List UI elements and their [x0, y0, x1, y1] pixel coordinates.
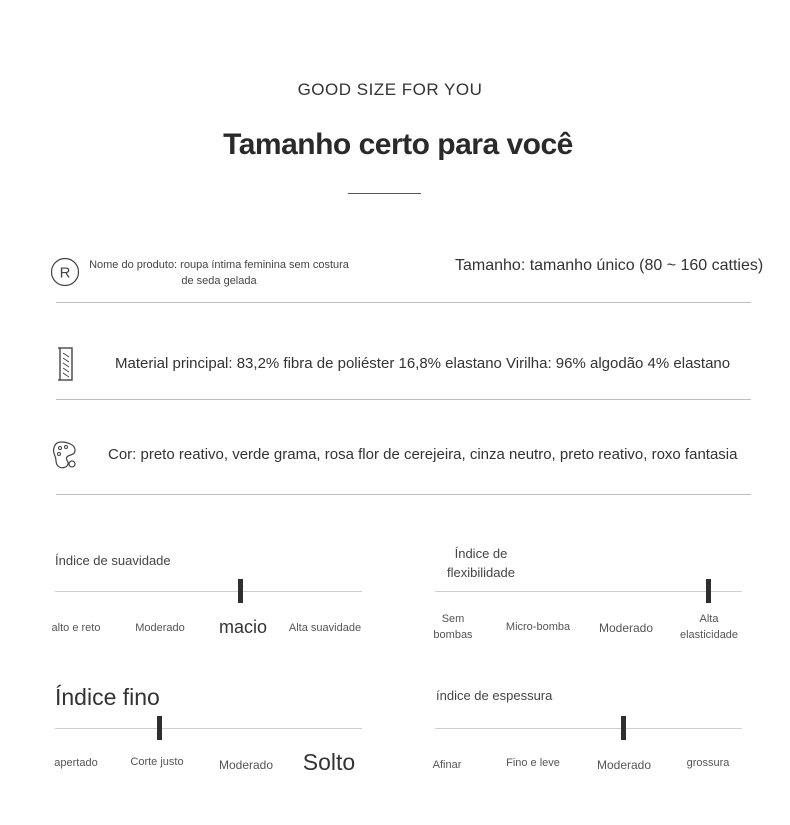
fit-option: apertado [54, 757, 98, 769]
thickness-title: índice de espessura [436, 688, 553, 703]
color-text: Cor: preto reativo, verde grama, rosa flor de cerejeira, cinza neutro, preto reativo, roxo fantasia [108, 446, 738, 463]
product-name: Nome do produto: roupa íntima feminina sem costura de seda gelada [89, 259, 349, 287]
softness-title: Índice de suavidade [55, 553, 171, 568]
fabric-icon [57, 347, 75, 381]
softness-option: Moderado [135, 622, 185, 634]
flexibility-title: Índice de flexibilidade [447, 546, 515, 580]
softness-option-selected: macio [218, 617, 267, 637]
flexibility-marker [706, 579, 711, 603]
page-title: Tamanho certo para você [223, 128, 573, 161]
row-divider [56, 302, 751, 303]
softness-marker [238, 579, 243, 603]
page-subtitle: GOOD SIZE FOR YOU [297, 80, 483, 99]
row-divider [56, 494, 751, 495]
fit-option: Solto [302, 749, 356, 775]
row-divider [56, 399, 751, 400]
registered-icon [50, 257, 80, 287]
thickness-option: Fino e leve [506, 757, 560, 769]
svg-text:R: R [59, 264, 71, 282]
thickness-option-selected: Moderado [596, 758, 652, 772]
flexibility-option: Micro-bomba [505, 621, 571, 633]
thickness-option: Afinar [432, 759, 462, 771]
fit-marker [157, 716, 162, 740]
thickness-marker [621, 716, 626, 740]
fit-title: Índice fino [55, 684, 160, 710]
flexibility-option: Sem bombas [433, 613, 473, 641]
title-divider [348, 193, 421, 194]
fit-option-selected: Corte justo [130, 756, 184, 768]
material-text: Material principal: 83,2% fibra de poliéster 16,8% elastano Virilha: 96% algodão 4% elastano [115, 355, 731, 372]
fit-option: Moderado [218, 758, 274, 772]
softness-scale-line [55, 591, 362, 592]
fit-scale-line [55, 728, 362, 729]
size-text: Tamanho: tamanho único (80 ~ 160 catties) [455, 257, 764, 274]
flexibility-scale-line [435, 591, 742, 592]
flexibility-option: Moderado [598, 621, 654, 635]
softness-option: Alta suavidade [288, 622, 362, 634]
flexibility-option-selected: Alta elasticidade [679, 613, 739, 641]
softness-option: alto e reto [51, 622, 101, 634]
palette-icon [51, 440, 77, 470]
thickness-scale-line [435, 728, 742, 729]
thickness-option: grossura [686, 757, 730, 769]
